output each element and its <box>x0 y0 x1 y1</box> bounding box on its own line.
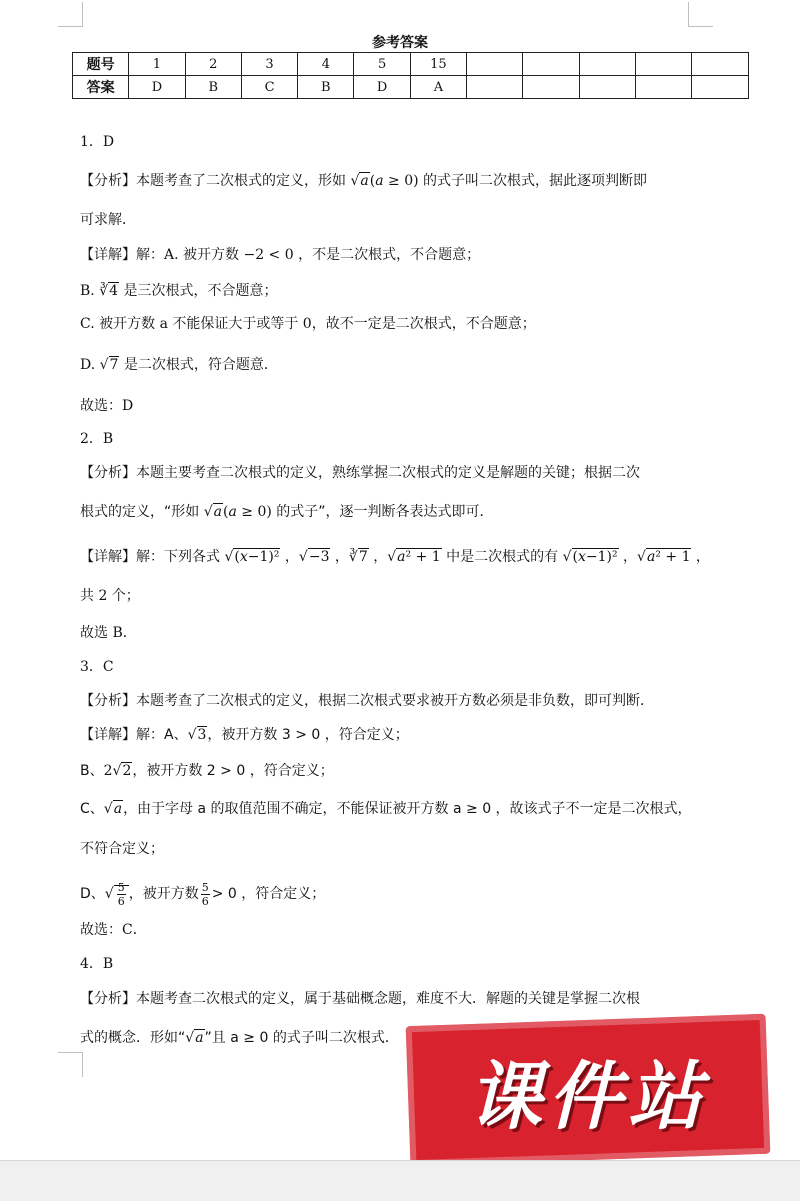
sqrt-a-formula: √a(a ≥ 0) <box>203 504 272 520</box>
crop-mark-top-left <box>58 2 83 27</box>
viewer-bottom-bar <box>0 1160 800 1201</box>
crop-mark-top-right <box>688 2 713 27</box>
q1-analysis-text-a: 【分析】本题考查了二次根式的定义，形如 <box>80 173 346 189</box>
q1-detail-d-text: 是二次根式，符合题意． <box>123 357 278 373</box>
cell-number <box>467 53 523 76</box>
cell-number: 4 <box>298 53 354 76</box>
q2-conclusion: 故选 B． <box>80 625 137 641</box>
answer-table-number-row <box>73 53 749 76</box>
cell-number: 5 <box>354 53 410 76</box>
crop-mark-bottom-left <box>58 1052 83 1077</box>
cell-number: 3 <box>241 53 297 76</box>
logo-text: 课件站 <box>468 1054 708 1140</box>
q2-result-expressions: √(x−1)² ，√a² + 1 ， <box>562 549 710 565</box>
q4-heading: 4．B <box>80 956 114 972</box>
q2-detail-count: 共 2 个； <box>80 588 140 604</box>
q4-analysis-line-2 <box>80 1028 399 1048</box>
q3-detail-d2: ，被开方数 <box>128 886 199 902</box>
q3-detail-b1: B、 <box>80 763 104 779</box>
q1-detail-b <box>80 281 277 301</box>
cell-number <box>523 53 579 76</box>
cell-answer <box>579 76 635 99</box>
watermark-logo <box>408 1020 768 1160</box>
q2-analysis-text-b2: 的式子”，逐一判断各表达式即可． <box>276 504 494 520</box>
row-header-answer: 答案 <box>73 76 129 99</box>
q2-analysis-text-b1: 根式的定义，“形如 <box>80 504 200 520</box>
sqrt-3-formula: √3 <box>187 727 207 743</box>
q3-detail-d1: D、 <box>80 886 105 902</box>
cell-answer <box>635 76 691 99</box>
q1-detail-d <box>80 355 278 375</box>
cell-answer: C <box>241 76 297 99</box>
two-sqrt-2-formula: 2√2 <box>103 763 132 779</box>
q2-detail-line <box>80 547 710 567</box>
cell-number: 15 <box>410 53 466 76</box>
q3-analysis: 【分析】本题考查了二次根式的定义，根据二次根式要求被开方数必须是非负数，即可判断． <box>80 693 654 709</box>
cell-answer: D <box>129 76 185 99</box>
answer-table-answer-row <box>73 76 749 99</box>
row-header-number: 题号 <box>73 53 129 76</box>
cell-number <box>692 53 748 76</box>
cell-number <box>635 53 691 76</box>
q3-detail-c2: ，由于字母 a 的取值范围不确定，不能保证被开方数 a ≥ 0 ，故该式子不一定是二次根式， <box>123 801 692 817</box>
q2-detail-text-a: 【详解】解：下列各式 <box>80 549 220 565</box>
q1-analysis-text-b: 的式子叫二次根式，据此逐项判断即 <box>423 173 648 189</box>
q3-detail-a2: ，被开方数 3 > 0 ，符合定义； <box>207 727 409 743</box>
sqrt-7-formula: D. √7 <box>80 357 119 373</box>
q3-conclusion: 故选：C． <box>80 922 147 938</box>
q4-analysis-text-b2: ”且 a ≥ 0 的式子叫二次根式． <box>204 1030 399 1046</box>
q1-conclusion: 故选：D <box>80 398 134 414</box>
q3-detail-b <box>80 761 334 781</box>
q1-analysis-line-2: 可求解． <box>80 212 136 228</box>
q4-analysis-line-1: 【分析】本题考查二次根式的定义，属于基础概念题，难度不大．解题的关键是掌握二次根 <box>80 991 640 1007</box>
cell-answer: D <box>354 76 410 99</box>
cell-number: 2 <box>185 53 241 76</box>
cell-answer: A <box>410 76 466 99</box>
q2-analysis-line-2 <box>80 502 494 522</box>
cell-answer: B <box>185 76 241 99</box>
sqrt-a-formula: √a <box>103 801 123 817</box>
cell-answer: B <box>298 76 354 99</box>
cell-answer <box>692 76 748 99</box>
cell-number <box>579 53 635 76</box>
q3-detail-c1: C、 <box>80 801 104 817</box>
q3-detail-a1: 【详解】解：A、 <box>80 727 188 743</box>
cell-answer <box>467 76 523 99</box>
q2-expressions: √(x−1)² ，√−3 ，∛7 ，√a² + 1 <box>224 549 441 565</box>
page-title: 参考答案 <box>372 35 428 51</box>
fraction-5-over-6: $\frac{5}{6}$ <box>201 880 209 908</box>
q4-analysis-text-b1: 式的概念．形如“ <box>80 1030 186 1046</box>
sqrt-a-formula: √a(a ≥ 0) <box>350 173 419 189</box>
q2-heading: 2．B <box>80 431 114 447</box>
q3-detail-d <box>80 876 325 912</box>
q1-detail-c: C. 被开方数 a 不能保证大于或等于 0，故不一定是二次根式，不合题意； <box>80 316 536 332</box>
q2-analysis-line-1: 【分析】本题主要考查二次根式的定义，熟练掌握二次根式的定义是解题的关键；根据二次 <box>80 465 640 481</box>
q2-detail-text-mid: 中是二次根式的有 <box>446 549 559 565</box>
sqrt-a-formula: √a <box>185 1030 204 1046</box>
q3-detail-b2: ，被开方数 2 > 0 ，符合定义； <box>132 763 334 779</box>
q3-heading: 3．C <box>80 659 114 675</box>
cell-answer <box>523 76 579 99</box>
answer-table <box>72 52 749 99</box>
q3-detail-c3: 不符合定义； <box>80 841 164 857</box>
cube-root-4-formula: B. ∛4 <box>80 283 119 299</box>
q3-detail-a <box>80 725 409 745</box>
q3-detail-c <box>80 799 692 819</box>
q1-analysis-line-1 <box>80 171 647 191</box>
q3-detail-d3: > 0 ，符合定义； <box>211 886 326 902</box>
cell-number: 1 <box>129 53 185 76</box>
q1-detail-a: 【详解】解：A. 被开方数 −2 < 0 ，不是二次根式，不合题意； <box>80 247 481 263</box>
q1-detail-b-text: 是三次根式，不合题意； <box>123 283 278 299</box>
q1-heading: 1．D <box>80 134 115 150</box>
sqrt-5-over-6-formula: √ $\frac{5}{6}$ <box>105 885 129 902</box>
